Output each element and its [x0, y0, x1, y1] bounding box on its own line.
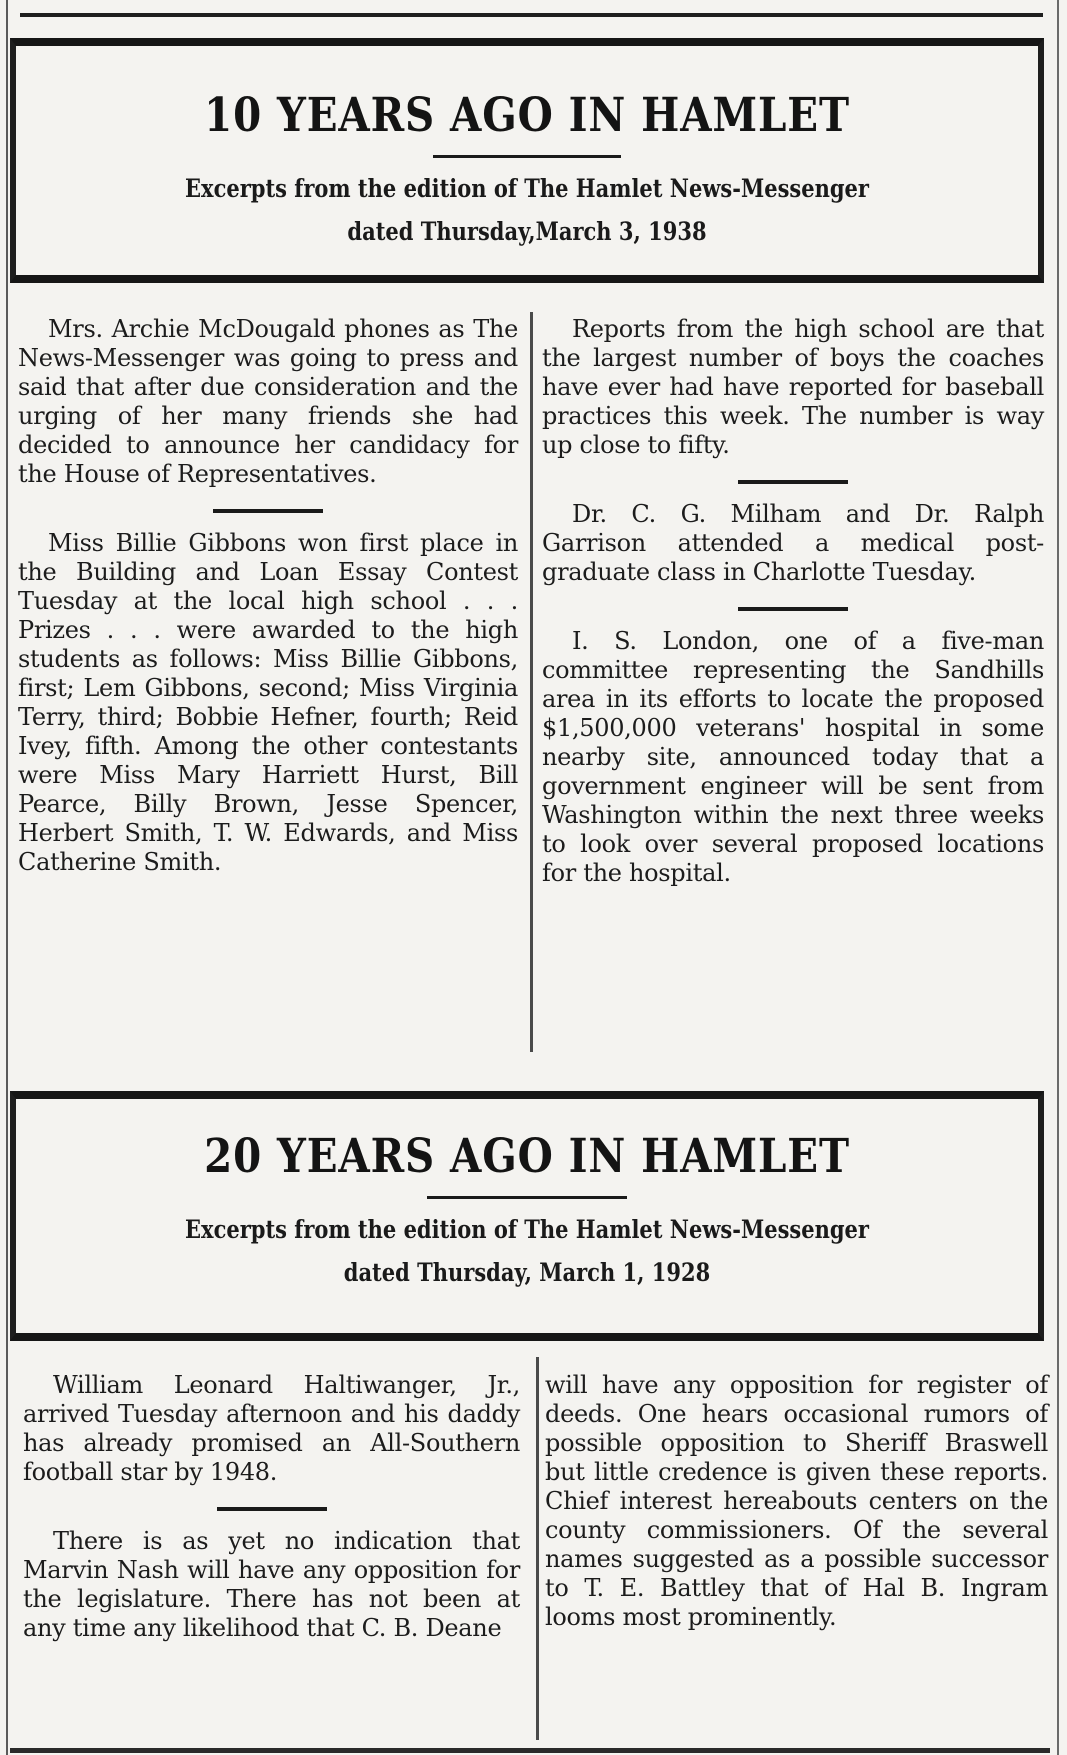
article-paragraph: Reports from the high school are that the largest number of boys the coaches have ever had have reported for baseball practices this week. The number is way up close to fifty. — [542, 315, 1044, 459]
section-2-subtitle-line-2: dated Thursday, March 1, 1928 — [343, 1258, 711, 1287]
section-1-right-column — [542, 315, 1044, 888]
section-2-subtitle-line-1: Excerpts from the edition of The Hamlet News-Messenger — [185, 1215, 869, 1244]
section-2-header-box — [10, 1091, 1044, 1341]
top-rule — [20, 13, 1043, 17]
article-paragraph: I. S. London, one of a five-man committee representing the Sandhills area in its efforts to locate the proposed $1,500,000 veterans' hospital in some nearby site, announced today that a government engineer will be sent from Washington within the next three weeks to look over several proposed locations for the hospital. — [542, 627, 1044, 887]
right-column-rule — [1057, 0, 1059, 1755]
section-1-subtitle-line-1: Excerpts from the edition of The Hamlet News-Messenger — [185, 174, 869, 203]
article-paragraph-continued: will have any opposition for register of deeds. One hears occasional rumors of possible opposition to Sheriff Braswell but little credence is given these reports. Chief interest hereabouts centers on the county commissioners. Of the several names suggested as a possible successor to T. E. Battley that of Hal B. Ingram looms most prominently. — [545, 1371, 1048, 1631]
article-paragraph: Miss Billie Gibbons won first place in the Building and Loan Essay Contest Tuesday at the local high school . . . Prizes . . . were awarded to the high students as follows: Miss Billie Gibbons, first; Lem Gibbons, second; Miss Virginia Terry, third; Bobbie Hefner, fourth; Reid Ivey, fifth. Among the other contestants were Miss Mary Harriett Hurst, Bill Pearce, Billy Brown, Jesse Spencer, Herbert Smith, T. W. Edwards, and Miss Catherine Smith. — [18, 529, 518, 876]
article-paragraph: Dr. C. G. Milham and Dr. Ralph Garrison attended a medical post-graduate class in Charlotte Tuesday. — [542, 500, 1044, 586]
article-paragraph: There is as yet no indication that Marvin Nash will have any opposition for the legislature. There has not been at any time any likelihood that C. B. Deane — [23, 1527, 520, 1642]
section-1-left-column — [18, 315, 518, 877]
article-paragraph: Mrs. Archie McDougald phones as The News-Messenger was going to press and said that after due consideration and the urging of her many friends she had decided to announce her candidacy for the House of Representatives. — [18, 315, 518, 488]
section-1-subtitle-line-2: dated Thursday,March 3, 1938 — [347, 217, 707, 246]
bottom-rule — [10, 1748, 1050, 1753]
article-separator — [217, 1507, 327, 1511]
section-2-title-rule — [427, 1196, 627, 1199]
section-2-column-divider — [536, 1357, 539, 1740]
section-2-left-column — [23, 1371, 520, 1643]
section-1-title-rule — [433, 155, 621, 158]
section-1-header-box — [10, 38, 1044, 283]
article-separator — [738, 607, 848, 611]
article-separator — [213, 509, 323, 513]
section-2-title: 20 YEARS AGO IN HAMLET — [204, 1129, 850, 1184]
article-paragraph: William Leonard Haltiwanger, Jr., arrived Tuesday afternoon and his daddy has already promised an All-Southern football star by 1948. — [23, 1371, 520, 1486]
left-column-rule — [6, 0, 8, 1755]
section-1-title: 10 YEARS AGO IN HAMLET — [204, 88, 850, 143]
article-separator — [738, 480, 848, 484]
section-2-right-column — [545, 1371, 1048, 1632]
section-1-column-divider — [530, 312, 533, 1052]
